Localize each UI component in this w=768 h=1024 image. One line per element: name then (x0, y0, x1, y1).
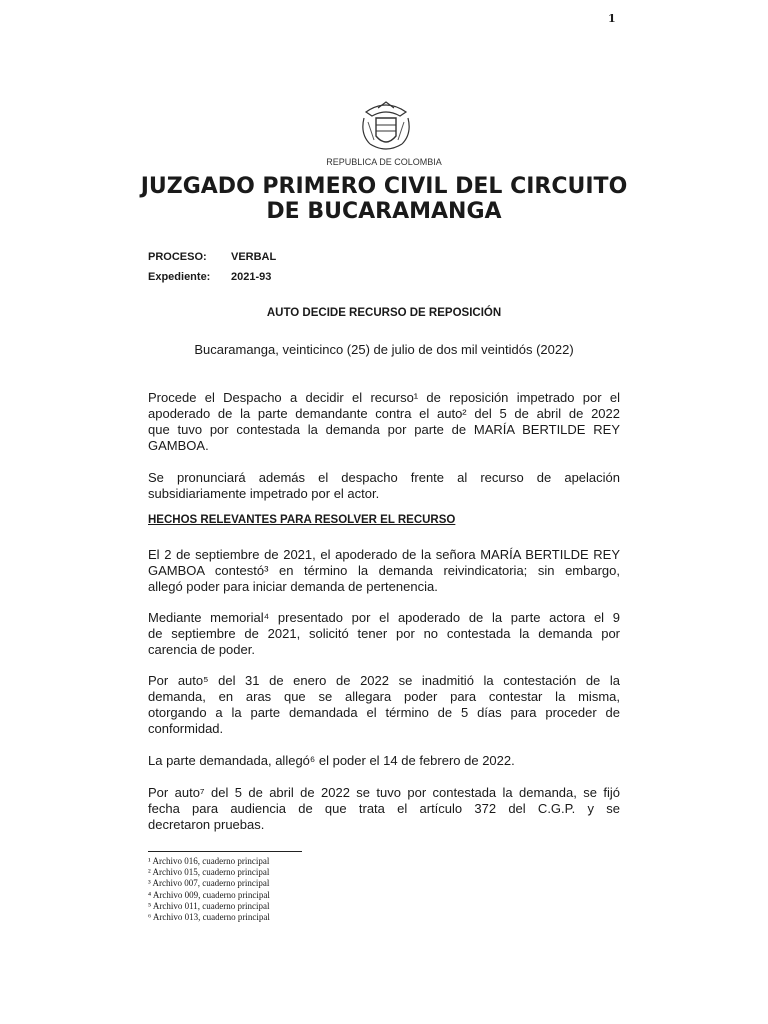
colombia-coat-of-arms-icon (352, 100, 420, 156)
court-title-line: JUZGADO PRIMERO CIVIL DEL CIRCUITO (140, 174, 628, 199)
footnote-separator (148, 851, 302, 852)
text-line: Por auto⁷ del 5 de abril de 2022 se tuvo por contestada la demanda, se fijó (148, 785, 620, 800)
text-line: carencia de poder. (148, 642, 255, 657)
footnote: ² Archivo 015, cuaderno principal (148, 867, 270, 878)
page-number: 1 (608, 12, 616, 25)
fact-paragraph (148, 610, 620, 658)
text-line: GAMBOA. (148, 438, 209, 453)
proceso-value: VERBAL (231, 251, 277, 263)
document-title: AUTO DECIDE RECURSO DE REPOSICIÓN (266, 307, 502, 319)
paragraph-intro (148, 390, 620, 454)
republic-label: REPUBLICA DE COLOMBIA (326, 157, 442, 167)
footnote: ⁵ Archivo 011, cuaderno principal (148, 900, 270, 911)
text-line: Se pronunciará además el despacho frente al recurso de apelación (148, 470, 620, 485)
footnote: ⁴ Archivo 009, cuaderno principal (148, 889, 270, 900)
text-line: El 2 de septiembre de 2021, el apoderado de la señora MARÍA BERTILDE REY (148, 547, 620, 562)
text-line: Por auto⁵ del 31 de enero de 2022 se inadmitió la contestación de la (148, 673, 620, 688)
text-line: Procede el Despacho a decidir el recurso¹ de reposición impetrado por el (148, 390, 620, 405)
text-line: que tuvo por contestada la demanda por parte de MARÍA BERTILDE REY (148, 422, 620, 437)
proceso-label: PROCESO: (148, 251, 207, 263)
fact-paragraph (148, 785, 620, 833)
text-line: Mediante memorial⁴ presentado por el apoderado de la parte actora el 9 (148, 610, 620, 625)
court-title (0, 174, 768, 224)
text-line: allegó poder para iniciar demanda de pertenencia. (148, 579, 438, 594)
text-line: de septiembre de 2021, solicitó tener por no contestada la demanda por (148, 626, 620, 641)
section-heading: HECHOS RELEVANTES PARA RESOLVER EL RECURSO (148, 514, 456, 526)
court-title-line: DE BUCARAMANGA (266, 199, 502, 224)
footnotes (148, 856, 270, 923)
case-meta (148, 247, 276, 287)
text-line: La parte demandada, allegó⁶ el poder el 14 de febrero de 2022. (148, 753, 515, 768)
text-line: subsidiariamente impetrado por el actor. (148, 486, 380, 501)
footnote: ³ Archivo 007, cuaderno principal (148, 878, 270, 889)
fact-paragraph (148, 673, 620, 737)
text-line: demanda, en aras que se allegara poder para contestar la misma, (148, 689, 620, 704)
text-line: decretaron pruebas. (148, 817, 265, 832)
footnote: ¹ Archivo 016, cuaderno principal (148, 856, 270, 866)
footnote: ⁶ Archivo 013, cuaderno principal (148, 912, 270, 923)
fact-paragraph (148, 547, 620, 595)
place-date: Bucaramanga, veinticinco (25) de julio de dos mil veintidós (2022) (194, 342, 574, 357)
text-line: apoderado de la parte demandante contra el auto² del 5 de abril de 2022 (148, 406, 620, 421)
fact-paragraph (148, 753, 620, 769)
paragraph-appeal (148, 470, 620, 502)
expediente-label: Expediente: (148, 271, 211, 283)
text-line: fecha para audiencia de que trata el artículo 372 del C.G.P. y se (148, 801, 620, 816)
text-line: conformidad. (148, 721, 224, 736)
text-line: otorgando a la parte demandada el término de 5 días para proceder de (148, 705, 620, 720)
expediente-value: 2021-93 (231, 271, 272, 283)
text-line: GAMBOA contestó³ en término la demanda reivindicatoria; sin embargo, (148, 563, 620, 578)
